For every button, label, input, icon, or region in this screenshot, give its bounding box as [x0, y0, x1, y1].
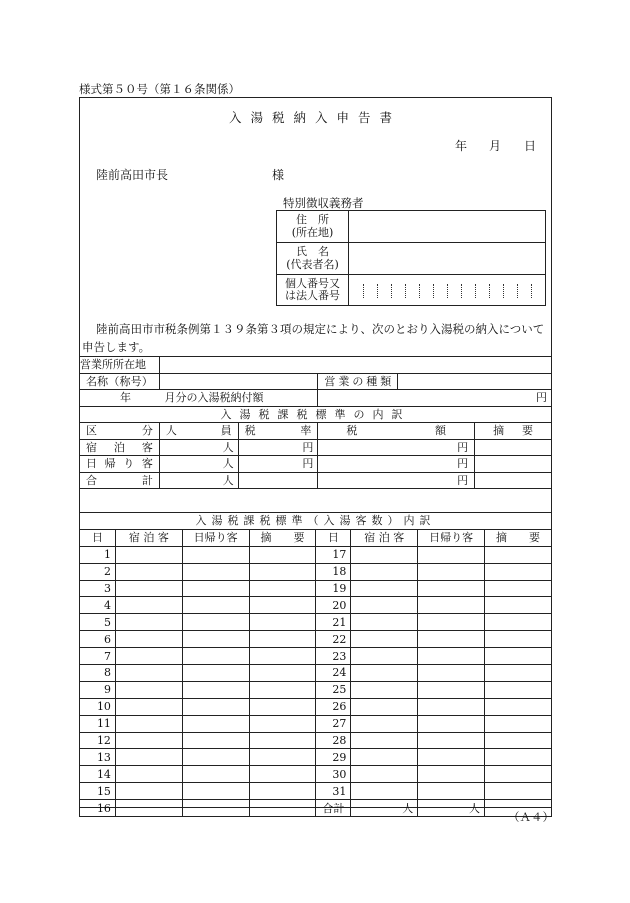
stay-count-field[interactable]: [351, 715, 418, 732]
bk-row-note[interactable]: [475, 472, 552, 489]
stay-count-field[interactable]: [351, 783, 418, 800]
bk-header-rate: 税率: [238, 423, 318, 440]
daytrip-count-field[interactable]: [182, 563, 249, 580]
note-field[interactable]: [249, 715, 316, 732]
total-stay-field[interactable]: 人: [351, 800, 418, 817]
bk-row-rate[interactable]: 円: [238, 439, 318, 456]
table-row: [80, 597, 552, 614]
stay-count-field[interactable]: [115, 749, 182, 766]
note-field[interactable]: [485, 580, 552, 597]
name-label: 氏 名: [296, 245, 329, 258]
daytrip-count-field[interactable]: [182, 698, 249, 715]
note-field[interactable]: [249, 698, 316, 715]
stay-count-field[interactable]: [115, 698, 182, 715]
table-row: [80, 749, 552, 766]
name-label-cell: [277, 243, 349, 275]
note-field[interactable]: [249, 783, 316, 800]
stay-count-field[interactable]: [351, 614, 418, 631]
day-number: 18: [316, 563, 351, 580]
business-table: [79, 356, 552, 489]
stay-count-field[interactable]: [351, 546, 418, 563]
number-label-cell: [277, 275, 349, 306]
address-field[interactable]: [349, 211, 546, 243]
stay-count-field[interactable]: [351, 665, 418, 682]
table-row: [80, 698, 552, 715]
daytrip-count-field[interactable]: [418, 715, 485, 732]
business-type-field[interactable]: [398, 373, 552, 390]
daily-header-note: 摘 要: [249, 529, 316, 546]
daytrip-count-field[interactable]: [182, 614, 249, 631]
bk-header-tax: 税額: [318, 423, 475, 440]
daytrip-count-field[interactable]: [182, 800, 249, 817]
note-field[interactable]: [485, 698, 552, 715]
note-field[interactable]: [249, 563, 316, 580]
daytrip-count-field[interactable]: [418, 597, 485, 614]
business-type-label: 営業の種類: [318, 373, 398, 390]
number-label-1: 個人番号又: [285, 276, 340, 290]
stay-count-field[interactable]: [115, 580, 182, 597]
table-row: [80, 766, 552, 783]
note-field[interactable]: [485, 732, 552, 749]
stay-count-field[interactable]: [115, 732, 182, 749]
total-label: 合計: [316, 800, 351, 817]
day-number: 19: [316, 580, 351, 597]
daily-header-stay: 宿 泊 客: [115, 529, 182, 546]
daytrip-count-field[interactable]: [182, 715, 249, 732]
stay-count-field[interactable]: [351, 698, 418, 715]
day-number: 1: [80, 546, 116, 563]
bk-row-tax[interactable]: 円: [318, 472, 475, 489]
declaration-text: 陸前高田市市税条例第１３９条第３項の規定により、次のとおり入湯税の納入について申告します。: [82, 322, 545, 354]
daily-header-note: 摘 要: [485, 529, 552, 546]
note-field[interactable]: [249, 631, 316, 648]
day-number: 25: [316, 681, 351, 698]
note-field[interactable]: [485, 648, 552, 665]
daytrip-count-field[interactable]: [182, 665, 249, 682]
form-title: 入湯税納入申告書: [228, 110, 401, 125]
stay-count-field[interactable]: [115, 614, 182, 631]
day-number: 7: [80, 648, 116, 665]
daytrip-count-field[interactable]: [418, 546, 485, 563]
daytrip-count-field[interactable]: [418, 563, 485, 580]
table-row: [80, 614, 552, 631]
stay-count-field[interactable]: [115, 800, 182, 817]
daytrip-count-field[interactable]: [182, 580, 249, 597]
bk-header-category: 区分: [80, 423, 160, 440]
table-row: [80, 631, 552, 648]
note-field[interactable]: [249, 665, 316, 682]
table-row: [80, 546, 552, 563]
form-number-label: 様式第５０号（第１６条関係）: [79, 82, 240, 96]
number-label-2: は法人番号: [285, 289, 340, 302]
day-number: 22: [316, 631, 351, 648]
stay-count-field[interactable]: [115, 648, 182, 665]
note-field[interactable]: [485, 614, 552, 631]
daytrip-count-field[interactable]: [418, 614, 485, 631]
location-label: 営業所所在地: [80, 357, 160, 374]
note-field[interactable]: [485, 597, 552, 614]
breakdown-heading: 入湯税課税標準の内訳: [80, 406, 552, 423]
stay-count-field[interactable]: [351, 681, 418, 698]
daytrip-count-field[interactable]: [418, 766, 485, 783]
note-field[interactable]: [249, 800, 316, 817]
name-field[interactable]: [349, 243, 546, 275]
note-field[interactable]: [485, 665, 552, 682]
note-field[interactable]: [249, 614, 316, 631]
date-day: 日: [524, 139, 537, 153]
daytrip-count-field[interactable]: [182, 597, 249, 614]
daily-header-stay: 宿 泊 客: [351, 529, 418, 546]
daily-table: [79, 512, 552, 817]
total-daytrip-field[interactable]: 人: [418, 800, 485, 817]
table-row: [80, 563, 552, 580]
day-number: 27: [316, 715, 351, 732]
daytrip-count-field[interactable]: [182, 749, 249, 766]
daytrip-count-field[interactable]: [418, 648, 485, 665]
table-row: [80, 681, 552, 698]
daytrip-count-field[interactable]: [182, 546, 249, 563]
stay-count-field[interactable]: [351, 648, 418, 665]
table-row: [80, 783, 552, 800]
day-number: 10: [80, 698, 116, 715]
note-field[interactable]: [249, 766, 316, 783]
addressee-mayor: 陸前高田市長: [96, 168, 169, 182]
day-number: 9: [80, 681, 116, 698]
number-field[interactable]: [349, 275, 546, 306]
addressee-honorific: 様: [272, 168, 285, 182]
stay-count-field[interactable]: [115, 681, 182, 698]
stay-count-field[interactable]: [351, 766, 418, 783]
daytrip-count-field[interactable]: [182, 648, 249, 665]
bk-row-label: 合計: [80, 472, 160, 489]
obligor-table: [276, 210, 546, 306]
stay-count-field[interactable]: [351, 597, 418, 614]
note-field[interactable]: [249, 732, 316, 749]
day-number: 30: [316, 766, 351, 783]
daytrip-count-field[interactable]: [182, 766, 249, 783]
stay-count-field[interactable]: [115, 563, 182, 580]
payment-year: 年: [120, 391, 131, 405]
daily-heading: 入湯税課税標準（入湯客数）内訳: [80, 513, 552, 530]
table-row: [80, 732, 552, 749]
date-month: 月: [489, 139, 502, 153]
note-field[interactable]: [485, 631, 552, 648]
daily-header-day: 日: [316, 529, 351, 546]
day-number: 12: [80, 732, 116, 749]
day-number: 13: [80, 749, 116, 766]
address-sub-label: (所在地): [291, 225, 334, 239]
day-number: 17: [316, 546, 351, 563]
note-field[interactable]: [249, 546, 316, 563]
daytrip-count-field[interactable]: [418, 749, 485, 766]
stay-count-field[interactable]: [115, 546, 182, 563]
table-row: [80, 800, 552, 817]
day-number: 5: [80, 614, 116, 631]
daytrip-count-field[interactable]: [418, 665, 485, 682]
bk-row-rate[interactable]: [238, 472, 318, 489]
stay-count-field[interactable]: [115, 783, 182, 800]
location-field[interactable]: [159, 357, 551, 374]
day-number: 15: [80, 783, 116, 800]
bk-row-rate[interactable]: 円: [238, 456, 318, 473]
table-row: [80, 648, 552, 665]
note-field[interactable]: [485, 749, 552, 766]
bk-row-note[interactable]: [475, 439, 552, 456]
table-row: [80, 715, 552, 732]
stay-count-field[interactable]: [351, 580, 418, 597]
daytrip-count-field[interactable]: [418, 681, 485, 698]
daytrip-count-field[interactable]: [182, 783, 249, 800]
day-number: 6: [80, 631, 116, 648]
note-field[interactable]: [485, 681, 552, 698]
paper-size-label: （Ａ４）: [508, 810, 554, 824]
daily-header-daytrip: 日帰り客: [182, 529, 249, 546]
daily-header-day: 日: [80, 529, 116, 546]
payment-amount-field[interactable]: 円: [318, 390, 552, 407]
day-number: 21: [316, 614, 351, 631]
stay-count-field[interactable]: [115, 597, 182, 614]
stay-count-field[interactable]: [115, 665, 182, 682]
bk-header-note: 摘要: [475, 423, 552, 440]
obligor-heading: 特別徴収義務者: [283, 196, 364, 210]
note-field[interactable]: [249, 681, 316, 698]
day-number: 2: [80, 563, 116, 580]
day-number: 20: [316, 597, 351, 614]
day-number: 11: [80, 715, 116, 732]
daytrip-count-field[interactable]: [182, 631, 249, 648]
day-number: 31: [316, 783, 351, 800]
daytrip-count-field[interactable]: [418, 732, 485, 749]
address-label-cell: [277, 211, 349, 243]
day-number: 29: [316, 749, 351, 766]
daytrip-count-field[interactable]: [418, 698, 485, 715]
bk-row-tax[interactable]: 円: [318, 456, 475, 473]
stay-count-field[interactable]: [351, 563, 418, 580]
stay-count-field[interactable]: [351, 732, 418, 749]
table-row: [80, 665, 552, 682]
business-name-field[interactable]: [159, 373, 318, 390]
bk-row-persons[interactable]: 人: [159, 472, 238, 489]
daytrip-count-field[interactable]: [182, 732, 249, 749]
stay-count-field[interactable]: [115, 631, 182, 648]
note-field[interactable]: [249, 580, 316, 597]
daytrip-count-field[interactable]: [418, 580, 485, 597]
day-number: 16: [80, 800, 116, 817]
business-name-label: 名称（称号）: [80, 373, 160, 390]
payment-label: [80, 390, 318, 407]
stay-count-field[interactable]: [351, 749, 418, 766]
bk-row-label: 宿泊客: [80, 439, 160, 456]
daytrip-count-field[interactable]: [182, 681, 249, 698]
stay-count-field[interactable]: [115, 766, 182, 783]
day-number: 8: [80, 665, 116, 682]
daytrip-count-field[interactable]: [418, 631, 485, 648]
bk-header-persons: 人員: [159, 423, 238, 440]
digit-boxes: [363, 284, 545, 302]
note-field[interactable]: [485, 715, 552, 732]
day-number: 24: [316, 665, 351, 682]
name-sub-label: (代表者名): [286, 257, 339, 271]
bk-row-tax[interactable]: 円: [318, 439, 475, 456]
daily-header-daytrip: 日帰り客: [418, 529, 485, 546]
daytrip-count-field[interactable]: [418, 783, 485, 800]
payment-month-text: 月分の入湯税納付額: [164, 391, 264, 405]
day-number: 4: [80, 597, 116, 614]
note-field[interactable]: [485, 783, 552, 800]
bk-row-note[interactable]: [475, 456, 552, 473]
stay-count-field[interactable]: [115, 715, 182, 732]
note-field[interactable]: [249, 648, 316, 665]
day-number: 3: [80, 580, 116, 597]
note-field[interactable]: [249, 749, 316, 766]
bk-row-persons[interactable]: 人: [159, 439, 238, 456]
note-field[interactable]: [249, 597, 316, 614]
day-number: 23: [316, 648, 351, 665]
bk-row-label: 日帰り客: [80, 456, 160, 473]
date-year: 年: [455, 139, 468, 153]
note-field[interactable]: [485, 766, 552, 783]
table-row: [80, 580, 552, 597]
bk-row-persons[interactable]: 人: [159, 456, 238, 473]
note-field[interactable]: [485, 563, 552, 580]
address-label: 住 所: [296, 213, 329, 226]
day-number: 14: [80, 766, 116, 783]
note-field[interactable]: [485, 546, 552, 563]
stay-count-field[interactable]: [351, 631, 418, 648]
day-number: 26: [316, 698, 351, 715]
day-number: 28: [316, 732, 351, 749]
